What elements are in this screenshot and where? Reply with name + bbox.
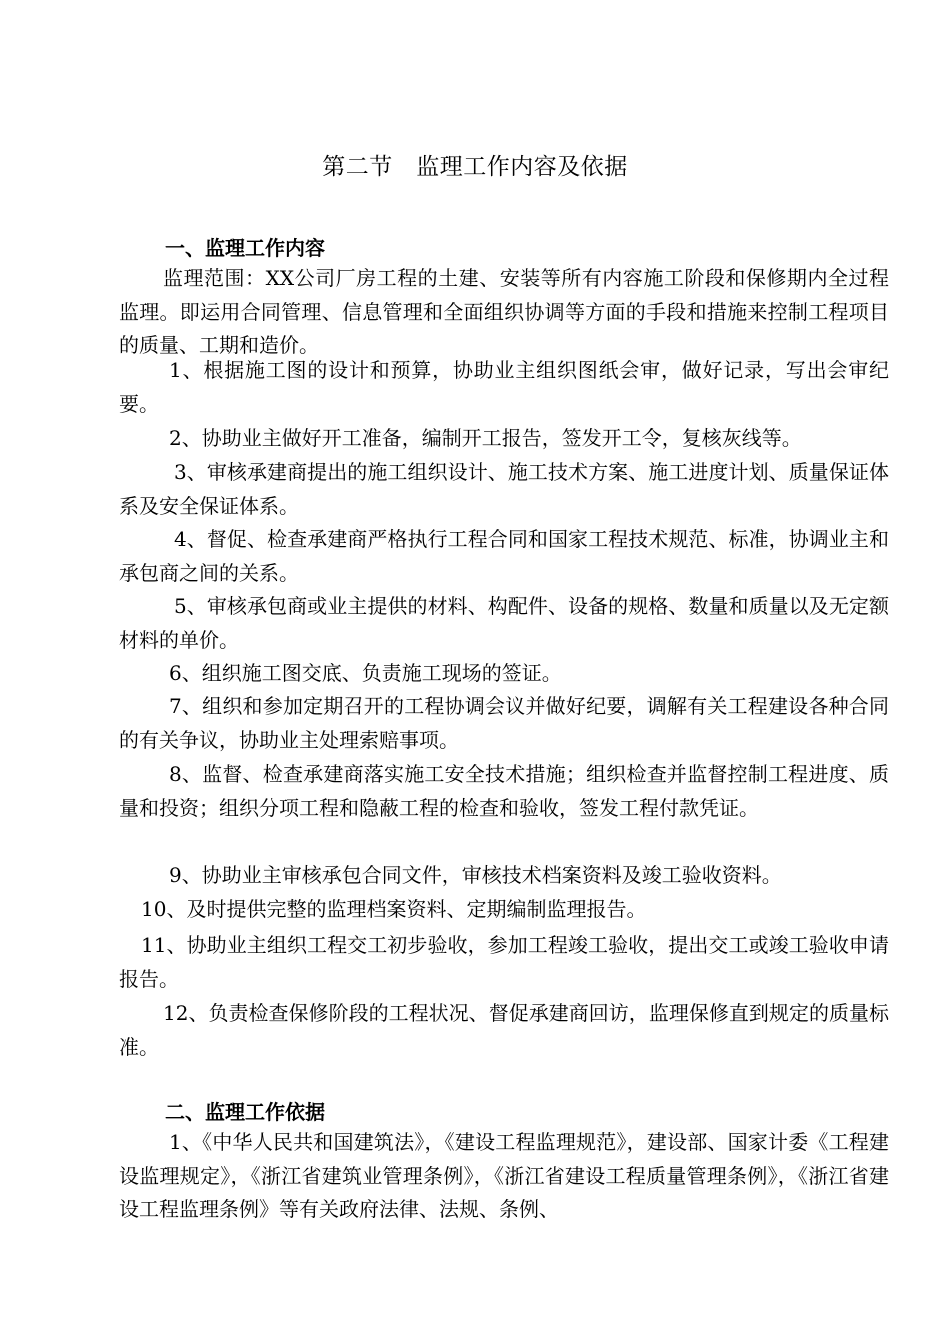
paragraph-scope: 监理范围：XX公司厂房工程的土建、安装等所有内容施工阶段和保修期内全过程监理。即运用合同管理、信息管理和全面组织协调等方面的手段和措施来控制工程项目的质量、工期和造价。 xyxy=(119,266,889,357)
page-title: 第二节 监理工作内容及依据 xyxy=(322,154,628,180)
paragraph-item-10: 10、及时提供完整的监理档案资料、定期编制监理报告。 xyxy=(141,897,647,921)
paragraph-item-8: 8、监督、检查承建商落实施工安全技术措施；组织检查并监督控制工程进度、质量和投资；组织分项工程和隐蔽工程的检查和验收，签发工程付款凭证。 xyxy=(119,762,889,820)
paragraph-item-4: 4、督促、检查承建商严格执行工程合同和国家工程技术规范、标准，协调业主和承包商之间的关系。 xyxy=(119,527,889,585)
section-heading-content: 一、监理工作内容 xyxy=(165,236,325,260)
paragraph-item-9: 9、协助业主审核承包合同文件，审核技术档案资料及竣工验收资料。 xyxy=(169,863,782,887)
paragraph-item-3: 3、审核承建商提出的施工组织设计、施工技术方案、施工进度计划、质量保证体系及安全保证体系。 xyxy=(119,460,889,518)
section-heading-basis: 二、监理工作依据 xyxy=(165,1100,325,1124)
paragraph-item-12: 12、负责检查保修阶段的工程状况、督促承建商回访，监理保修直到规定的质量标准。 xyxy=(119,1001,889,1059)
paragraph-item-11: 11、协助业主组织工程交工初步验收，参加工程竣工验收，提出交工或竣工验收申请报告。 xyxy=(119,933,889,991)
paragraph-item-1: 1、根据施工图的设计和预算，协助业主组织图纸会审，做好记录，写出会审纪要。 xyxy=(119,358,889,416)
paragraph-item-6: 6、组织施工图交底、负责施工现场的签证。 xyxy=(169,661,562,685)
paragraph-item-7: 7、组织和参加定期召开的工程协调会议并做好纪要，调解有关工程建设各种合同的有关争议，协助业主处理索赔事项。 xyxy=(119,694,889,752)
paragraph-item-5: 5、审核承包商或业主提供的材料、构配件、设备的规格、数量和质量以及无定额材料的单价。 xyxy=(119,594,889,652)
paragraph-basis-1: 1、《中华人民共和国建筑法》，《建设工程监理规范》，建设部、国家计委《工程建设监理规定》，《浙江省建筑业管理条例》，《浙江省建设工程质量管理条例》，《浙江省建设工程监理条例》等有关政府法律、法规、条例、 xyxy=(119,1130,889,1221)
paragraph-item-2: 2、协助业主做好开工准备，编制开工报告，签发开工令，复核灰线等。 xyxy=(169,426,802,450)
